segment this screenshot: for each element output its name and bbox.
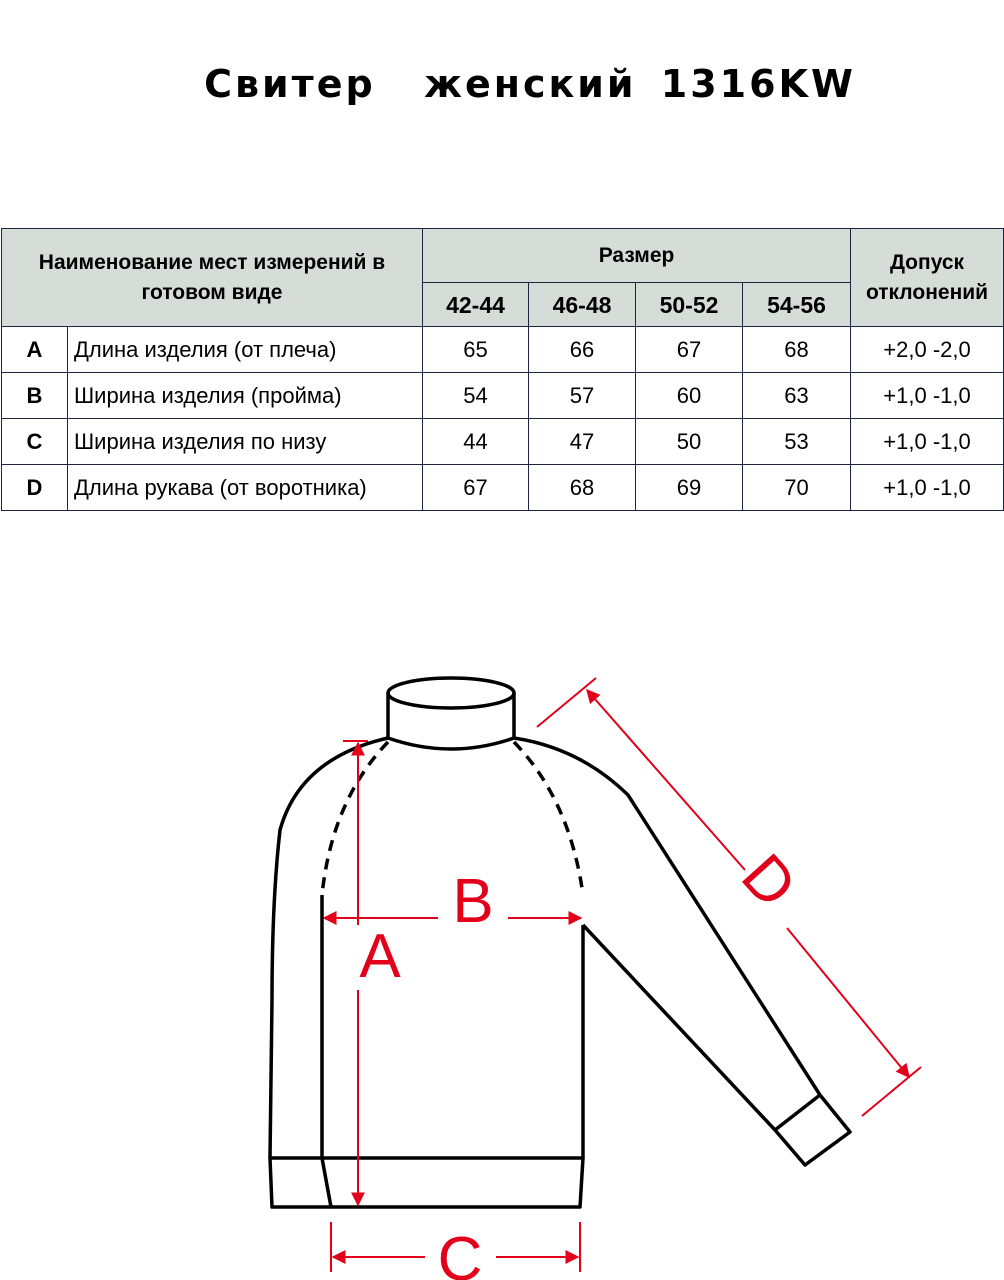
size-column-header: 42-44 [423,283,529,327]
row-value: 53 [743,419,851,465]
row-measurement-name: Длина рукава (от воротника) [68,465,423,511]
table-row [2,465,1004,511]
measure-label-b: B [452,867,494,936]
size-column-header: 50-52 [636,283,743,327]
row-letter: C [2,419,68,465]
row-measurement-name: Ширина изделия (пройма) [68,373,423,419]
row-value: 67 [636,327,743,373]
page-title: Свитер женский 1316KW [204,62,856,106]
header-measurement-name: Наименование мест измерений в готовом виде [2,229,423,327]
measure-label-a: A [359,922,401,991]
header-size: Размер [423,229,851,283]
sweater-diagram [0,640,1004,1280]
measure-d-line-bottom [787,928,909,1077]
row-value: 44 [423,419,529,465]
row-tolerance: +1,0 -1,0 [851,419,1004,465]
right-sleeve [514,738,850,1165]
row-value: 68 [529,465,636,511]
size-column-header: 46-48 [529,283,636,327]
row-value: 69 [636,465,743,511]
row-tolerance: +2,0 -2,0 [851,327,1004,373]
collar-top [388,678,514,708]
row-value: 60 [636,373,743,419]
row-value: 57 [529,373,636,419]
row-value: 70 [743,465,851,511]
size-table [1,228,1004,511]
row-measurement-name: Длина изделия (от плеча) [68,327,423,373]
row-letter: D [2,465,68,511]
table-row [2,419,1004,465]
header-tolerance: Допуск отклонений [851,229,1004,327]
row-letter: B [2,373,68,419]
row-tolerance: +1,0 -1,0 [851,373,1004,419]
row-value: 67 [423,465,529,511]
size-column-header: 54-56 [743,283,851,327]
waistband [322,1158,583,1207]
left-raglan-seam [322,742,388,895]
row-value: 68 [743,327,851,373]
row-value: 47 [529,419,636,465]
left-cuff [270,1158,331,1207]
measure-label-d: D [728,841,810,921]
table-row [2,327,1004,373]
right-cuff-line [775,1095,820,1130]
measure-label-c: C [437,1225,483,1280]
row-letter: A [2,327,68,373]
measurement-lines [324,678,921,1272]
row-value: 65 [423,327,529,373]
row-measurement-name: Ширина изделия по низу [68,419,423,465]
row-value: 50 [636,419,743,465]
collar [388,693,514,749]
row-value: 63 [743,373,851,419]
row-tolerance: +1,0 -1,0 [851,465,1004,511]
row-value: 66 [529,327,636,373]
row-value: 54 [423,373,529,419]
right-raglan-seam [514,742,583,895]
table-row [2,373,1004,419]
